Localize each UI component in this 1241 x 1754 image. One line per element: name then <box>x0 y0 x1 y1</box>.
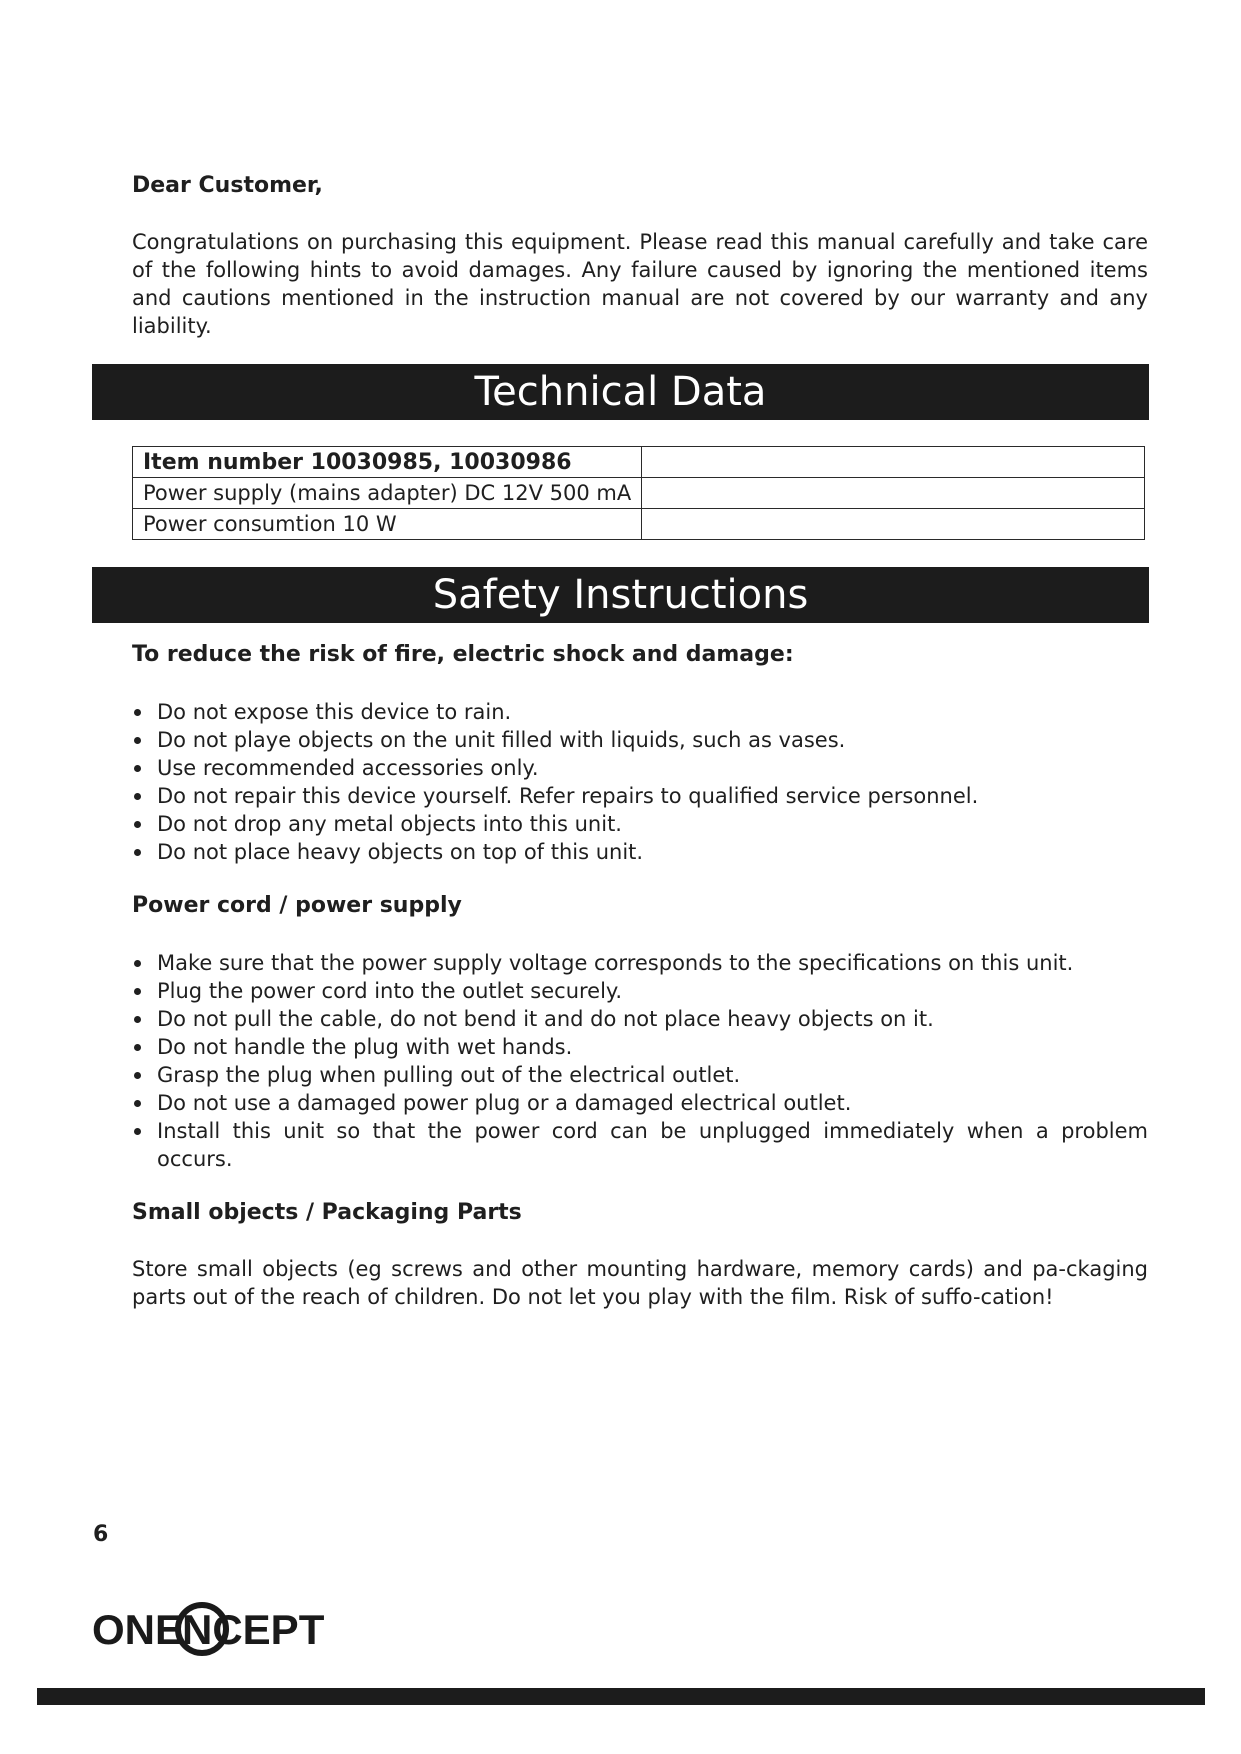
table-row <box>133 447 1145 478</box>
logo-text-ncept: NCEPT <box>182 1606 325 1653</box>
list-item: Do not handle the plug with wet hands. <box>132 1033 1148 1061</box>
page-number: 6 <box>93 1522 109 1547</box>
risk-heading: To reduce the risk of fire, electric shock and damage: <box>132 642 794 667</box>
list-item: Grasp the plug when pulling out of the electrical outlet. <box>132 1061 1148 1089</box>
power-heading: Power cord / power supply <box>132 893 462 918</box>
table-row <box>133 509 1145 540</box>
list-item: Do not drop any metal objects into this unit. <box>132 810 1148 838</box>
spec-value <box>642 478 1145 509</box>
list-item: Make sure that the power supply voltage corresponds to the specifications on this unit. <box>132 949 1148 977</box>
list-item: Do not use a damaged power plug or a damaged electrical outlet. <box>132 1089 1148 1117</box>
power-list <box>132 949 1148 1173</box>
table-row <box>133 478 1145 509</box>
spec-label: Power supply (mains adapter) DC 12V 500 mA <box>133 478 642 509</box>
list-item: Use recommended accessories only. <box>132 754 1148 782</box>
technical-data-header: Technical Data <box>92 364 1149 420</box>
spec-label: Power consumtion 10 W <box>133 509 642 540</box>
footer-bar <box>37 1688 1205 1705</box>
list-item: Do not place heavy objects on top of this unit. <box>132 838 1148 866</box>
list-item: Do not repair this device yourself. Refer repairs to qualified service personnel. <box>132 782 1148 810</box>
spec-label: Item number 10030985, 10030986 <box>133 447 642 478</box>
technical-data-table <box>132 446 1145 540</box>
list-item: Plug the power cord into the outlet securely. <box>132 977 1148 1005</box>
logo-text-one: ONE <box>92 1606 184 1653</box>
list-item: Do not pull the cable, do not bend it and do not place heavy objects on it. <box>132 1005 1148 1033</box>
list-item: Do not playe objects on the unit filled with liquids, such as vases. <box>132 726 1148 754</box>
intro-paragraph: Congratulations on purchasing this equipment. Please read this manual carefully and take care of the following hints to avoid damages. Any failure caused by ignoring the mentioned items and cautions mentioned in the instruction manual are not covered by our warranty and any liability. <box>132 230 1148 338</box>
oneconcept-logo <box>92 1600 392 1660</box>
list-item: Do not expose this device to rain. <box>132 698 1148 726</box>
greeting: Dear Customer, <box>132 173 323 198</box>
spec-value <box>642 447 1145 478</box>
safety-instructions-header: Safety Instructions <box>92 567 1149 623</box>
list-item: Install this unit so that the power cord can be unplugged immediately when a problem occurs. <box>132 1117 1148 1173</box>
risk-list <box>132 698 1148 866</box>
spec-value <box>642 509 1145 540</box>
small-objects-paragraph: Store small objects (eg screws and other mounting hardware, memory cards) and pa-ckaging parts out of the reach of children. Do not let you play with the film. Risk of suffo-cation! <box>132 1257 1148 1309</box>
small-objects-heading: Small objects / Packaging Parts <box>132 1200 522 1225</box>
